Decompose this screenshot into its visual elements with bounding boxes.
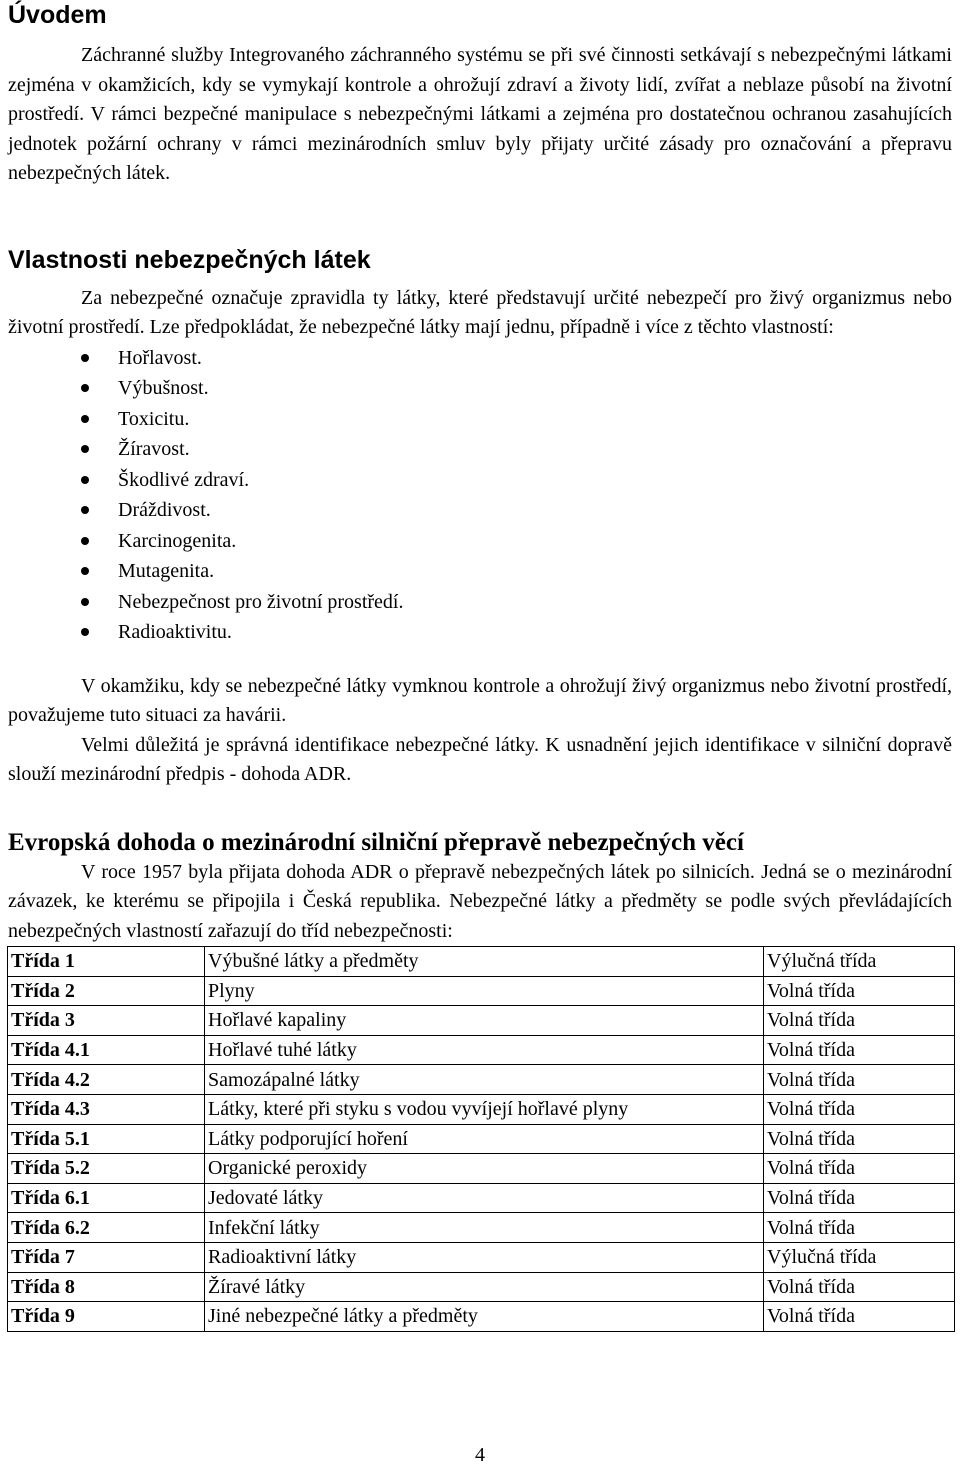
table-row (8, 1213, 955, 1243)
list-item: Toxicitu. (8, 404, 952, 435)
bullet-icon (81, 567, 89, 575)
class-cell: Třída 3 (8, 1006, 205, 1036)
adr-heading: Evropská dohoda o mezinárodní silniční přepravě nebezpečných věcí (8, 828, 744, 856)
class-cell: Třída 6.2 (8, 1213, 205, 1243)
bullet-icon (81, 354, 89, 362)
table-row (8, 1124, 955, 1154)
bullet-icon (81, 445, 89, 453)
table-row (8, 1154, 955, 1184)
table-row (8, 976, 955, 1006)
list-item: Radioaktivitu. (8, 617, 952, 648)
type-cell: Volná třída (764, 1183, 955, 1213)
bullet-icon (81, 506, 89, 514)
table-row (8, 1183, 955, 1213)
bullet-icon (81, 476, 89, 484)
bullet-icon (81, 628, 89, 636)
bullet-icon (81, 384, 89, 392)
bullet-icon (81, 415, 89, 423)
type-cell: Volná třída (764, 1154, 955, 1184)
list-item: Mutagenita. (8, 556, 952, 587)
bullet-icon (81, 537, 89, 545)
description-cell: Hořlavé tuhé látky (205, 1035, 764, 1065)
description-cell: Výbušné látky a předměty (205, 947, 764, 977)
class-cell: Třída 8 (8, 1272, 205, 1302)
description-cell: Radioaktivní látky (205, 1242, 764, 1272)
type-cell: Volná třída (764, 1302, 955, 1332)
class-cell: Třída 7 (8, 1242, 205, 1272)
properties-heading: Vlastnosti nebezpečných látek (8, 245, 371, 274)
page-number: 4 (475, 1444, 485, 1466)
table-row (8, 1035, 955, 1065)
table-row (8, 1006, 955, 1036)
description-cell: Infekční látky (205, 1213, 764, 1243)
bullet-icon (81, 598, 89, 606)
table-row (8, 1302, 955, 1332)
class-cell: Třída 2 (8, 976, 205, 1006)
adr-classes-table (7, 946, 955, 1332)
description-cell: Látky podporující hoření (205, 1124, 764, 1154)
list-item: Nebezpečnost pro životní prostředí. (8, 587, 952, 618)
list-item: Karcinogenita. (8, 526, 952, 557)
list-item: Výbušnost. (8, 373, 952, 404)
class-cell: Třída 4.3 (8, 1094, 205, 1124)
description-cell: Samozápalné látky (205, 1065, 764, 1095)
type-cell: Volná třída (764, 1035, 955, 1065)
document-page (8, 0, 952, 1332)
table-row (8, 1065, 955, 1095)
type-cell: Volná třída (764, 1094, 955, 1124)
table-row (8, 1242, 955, 1272)
class-cell: Třída 6.1 (8, 1183, 205, 1213)
class-cell: Třída 5.2 (8, 1154, 205, 1184)
identification-paragraph: Velmi důležitá je správná identifikace nebezpečné látky. K usnadnění jejich identifikace v silniční dopravě slouží mezinárodní předpis - dohoda ADR. (8, 733, 952, 785)
list-item: Škodlivé zdraví. (8, 465, 952, 496)
properties-list (8, 343, 952, 648)
adr-paragraph: V roce 1957 byla přijata dohoda ADR o přepravě nebezpečných látek po silnicích. Jedná se o mezinárodní závazek, ke kterému se připojila i Česká republika. Nebezpečné látky a předměty se podle svých převládajících nebezpečných vlastností zařazují do tříd nebezpečnosti: (8, 860, 952, 942)
class-cell: Třída 5.1 (8, 1124, 205, 1154)
table-row (8, 1094, 955, 1124)
list-item: Dráždivost. (8, 495, 952, 526)
intro-heading: Úvodem (8, 1, 107, 29)
type-cell: Volná třída (764, 1272, 955, 1302)
description-cell: Látky, které při styku s vodou vyvíjejí hořlavé plyny (205, 1094, 764, 1124)
intro-paragraph: Záchranné služby Integrovaného záchranného systému se při své činnosti setkávají s nebezpečnými látkami zejména v okamžicích, kdy se vymykají kontrole a ohrožují zdraví a životy lidí, zvířat a neblaze působí na životní prostředí. V rámci bezpečné manipulace s nebezpečnými látkami a zejména pro dostatečnou ochranou zasahujících jednotek požární ochrany v rámci mezinárodních smluv byly přijaty určité zásady pro označování a přepravu nebezpečných látek. (8, 44, 952, 184)
type-cell: Volná třída (764, 1065, 955, 1095)
description-cell: Organické peroxidy (205, 1154, 764, 1184)
class-cell: Třída 9 (8, 1302, 205, 1332)
type-cell: Volná třída (764, 976, 955, 1006)
list-item: Hořlavost. (8, 343, 952, 374)
type-cell: Výlučná třída (764, 947, 955, 977)
description-cell: Jiné nebezpečné látky a předměty (205, 1302, 764, 1332)
class-cell: Třída 4.1 (8, 1035, 205, 1065)
type-cell: Výlučná třída (764, 1242, 955, 1272)
class-cell: Třída 1 (8, 947, 205, 977)
description-cell: Plyny (205, 976, 764, 1006)
table-row (8, 1272, 955, 1302)
description-cell: Jedovaté látky (205, 1183, 764, 1213)
table-row (8, 947, 955, 977)
description-cell: Žíravé látky (205, 1272, 764, 1302)
properties-paragraph: Za nebezpečné označuje zpravidla ty látky, které představují určité nebezpečí pro živý organizmus nebo životní prostředí. Lze předpokládat, že nebezpečné látky mají jednu, případně i více z těchto vlastností: (8, 286, 952, 338)
accident-paragraph: V okamžiku, kdy se nebezpečné látky vymknou kontrole a ohrožují živý organizmus nebo životní prostředí, považujeme tuto situaci za havárii. (8, 674, 952, 726)
type-cell: Volná třída (764, 1124, 955, 1154)
class-cell: Třída 4.2 (8, 1065, 205, 1095)
description-cell: Hořlavé kapaliny (205, 1006, 764, 1036)
type-cell: Volná třída (764, 1213, 955, 1243)
type-cell: Volná třída (764, 1006, 955, 1036)
list-item: Žíravost. (8, 434, 952, 465)
